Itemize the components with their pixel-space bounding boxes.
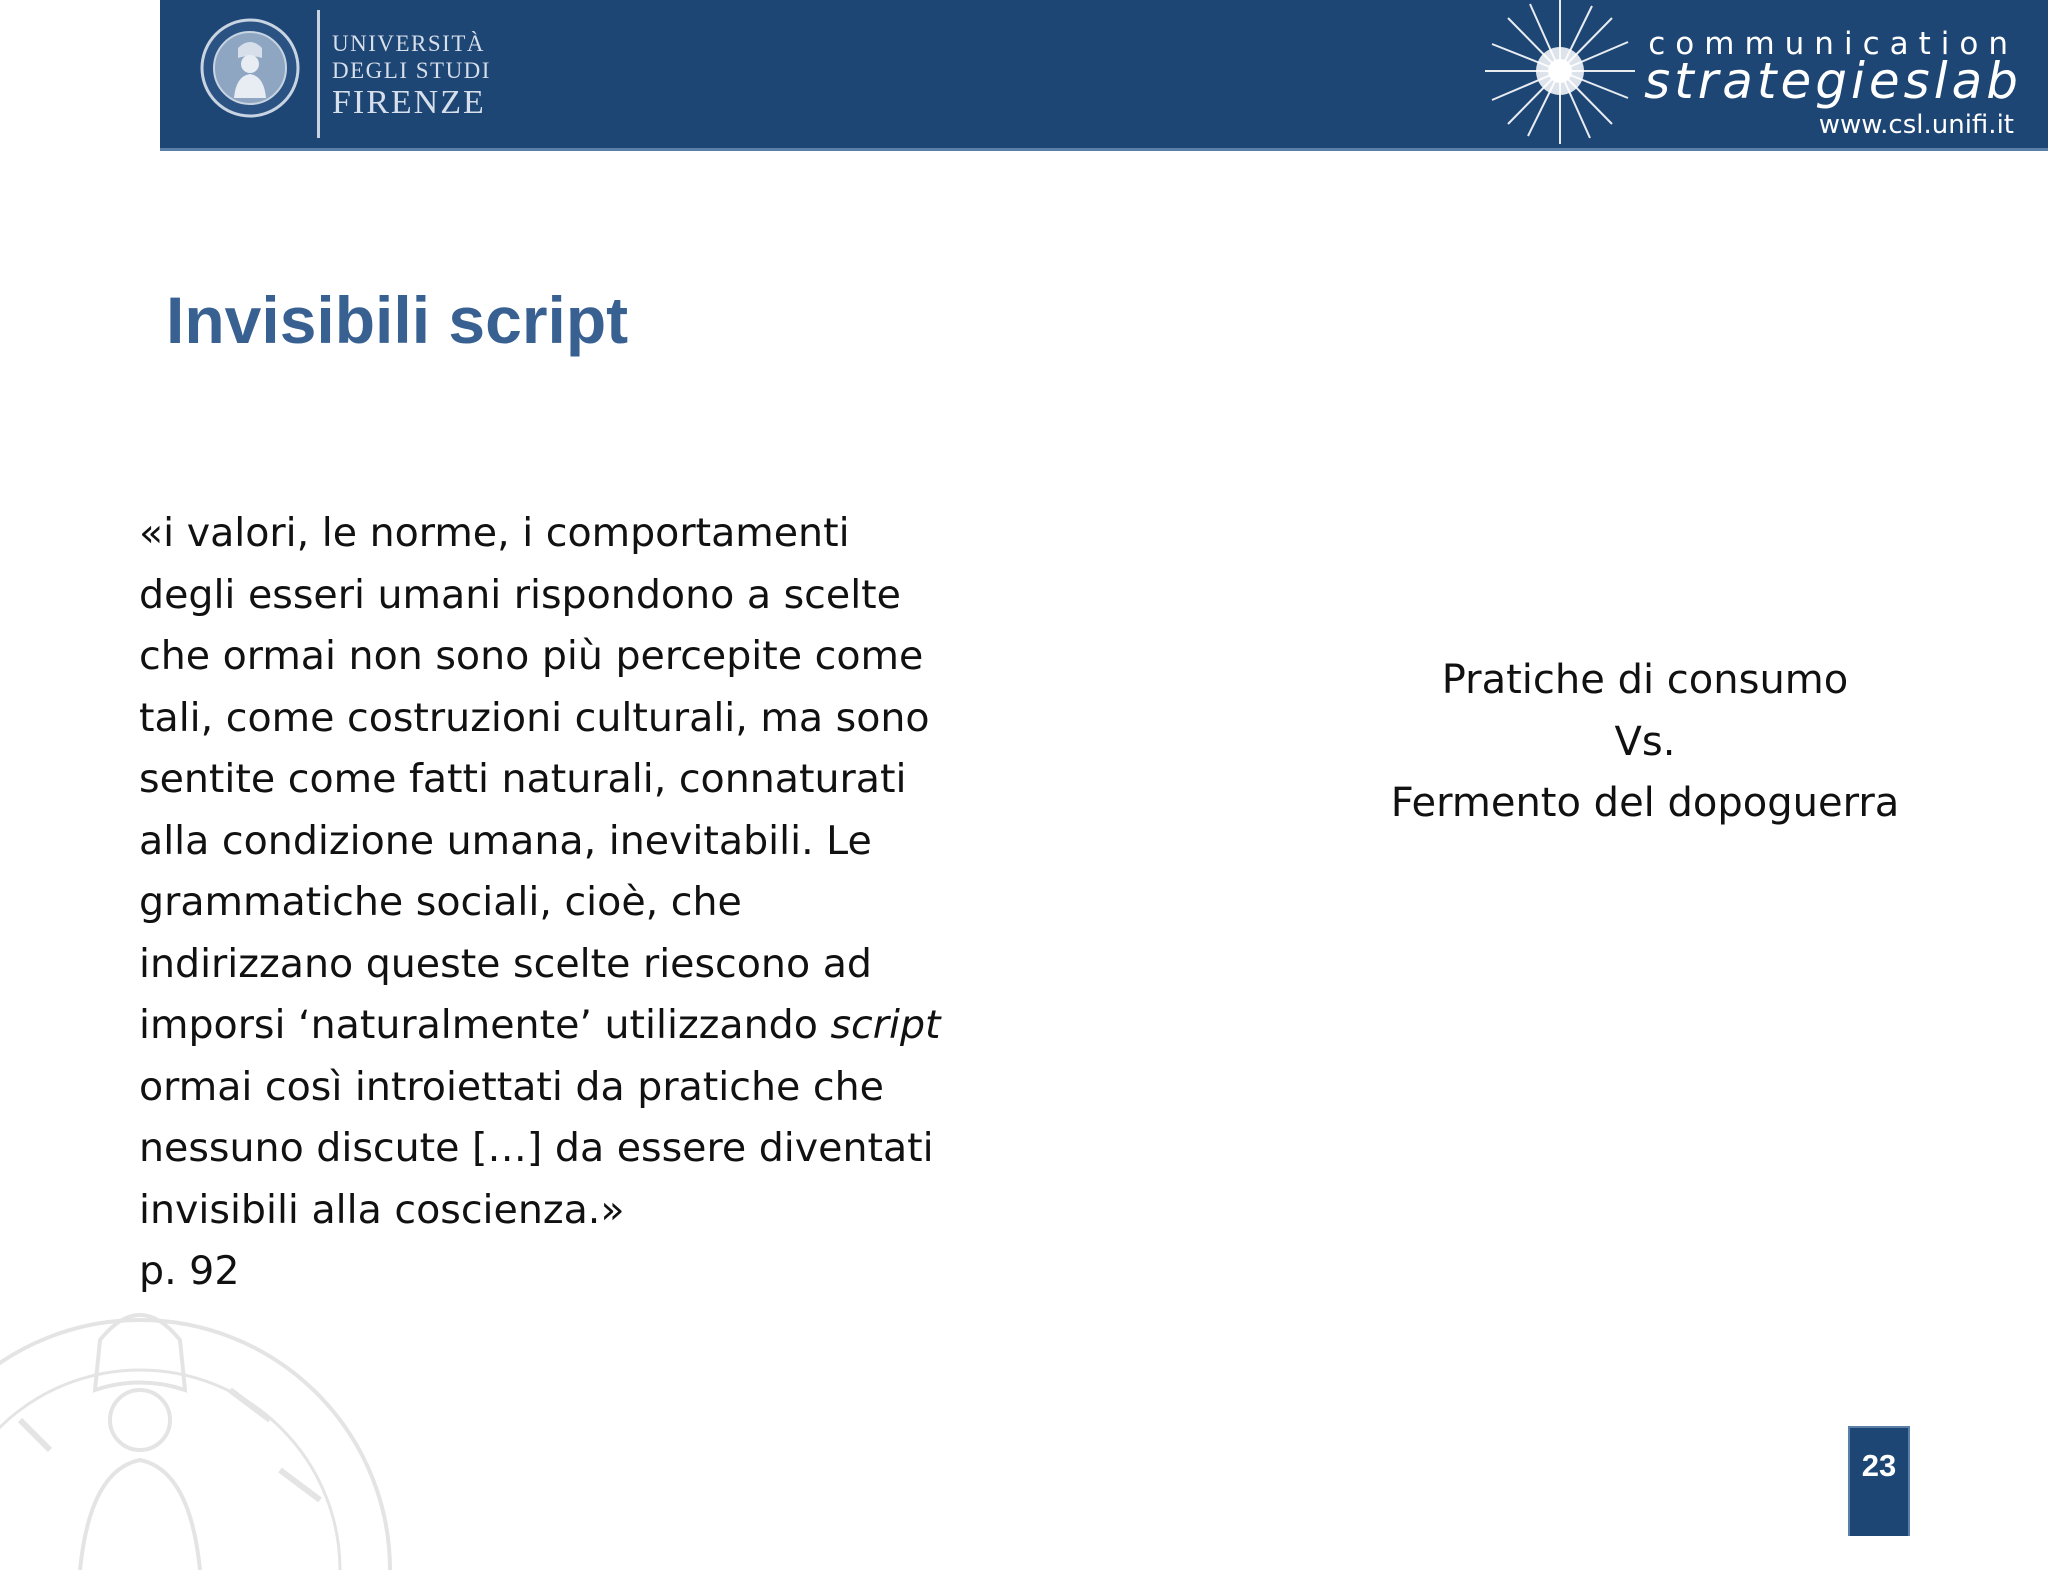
slide-title: Invisibili script: [166, 283, 629, 357]
logo-divider: [317, 10, 320, 138]
comparison-block: [1300, 650, 1990, 835]
university-line-2: DEGLI STUDI: [332, 58, 491, 83]
lab-url: www.csl.unifi.it: [1818, 110, 2014, 140]
university-seal-logo: [200, 18, 300, 118]
seal-watermark: [0, 1270, 440, 1570]
quote-text-after: ormai così introiettati da pratiche che nessuno discute […] da essere diventati invisibili alla coscienza.» p. 92: [139, 1063, 934, 1294]
lab-name-line-1: communication: [1648, 26, 2018, 62]
quote-italic-word: script: [830, 1002, 941, 1048]
comparison-line-2: Vs.: [1614, 718, 1676, 765]
page-number: 23: [1848, 1426, 1910, 1536]
comparison-line-3: Fermento del dopoguerra: [1390, 780, 1900, 826]
header-banner: [160, 0, 2048, 151]
quote-block: [139, 503, 1009, 1303]
lab-name-line-2: strategieslab: [1644, 52, 2022, 110]
university-line-3: FIRENZE: [332, 84, 486, 121]
university-line-1: UNIVERSITÀ: [332, 31, 485, 56]
quote-text-before: «i valori, le norme, i comportamenti degli esseri umani rispondono a scelte che ormai non sono più percepite come tali, come costruzioni culturali, ma sono sentite come fatti naturali, connaturati alla condizione umana, inevitabili. Le grammatiche sociali, cioè, che indirizzano queste scelte riescono ad imporsi ‘naturalmente’ utilizzando: [139, 510, 930, 1048]
starburst-logo: [1480, 0, 1640, 146]
university-name: [332, 32, 491, 120]
comparison-line-1: Pratiche di consumo: [1441, 657, 1849, 703]
